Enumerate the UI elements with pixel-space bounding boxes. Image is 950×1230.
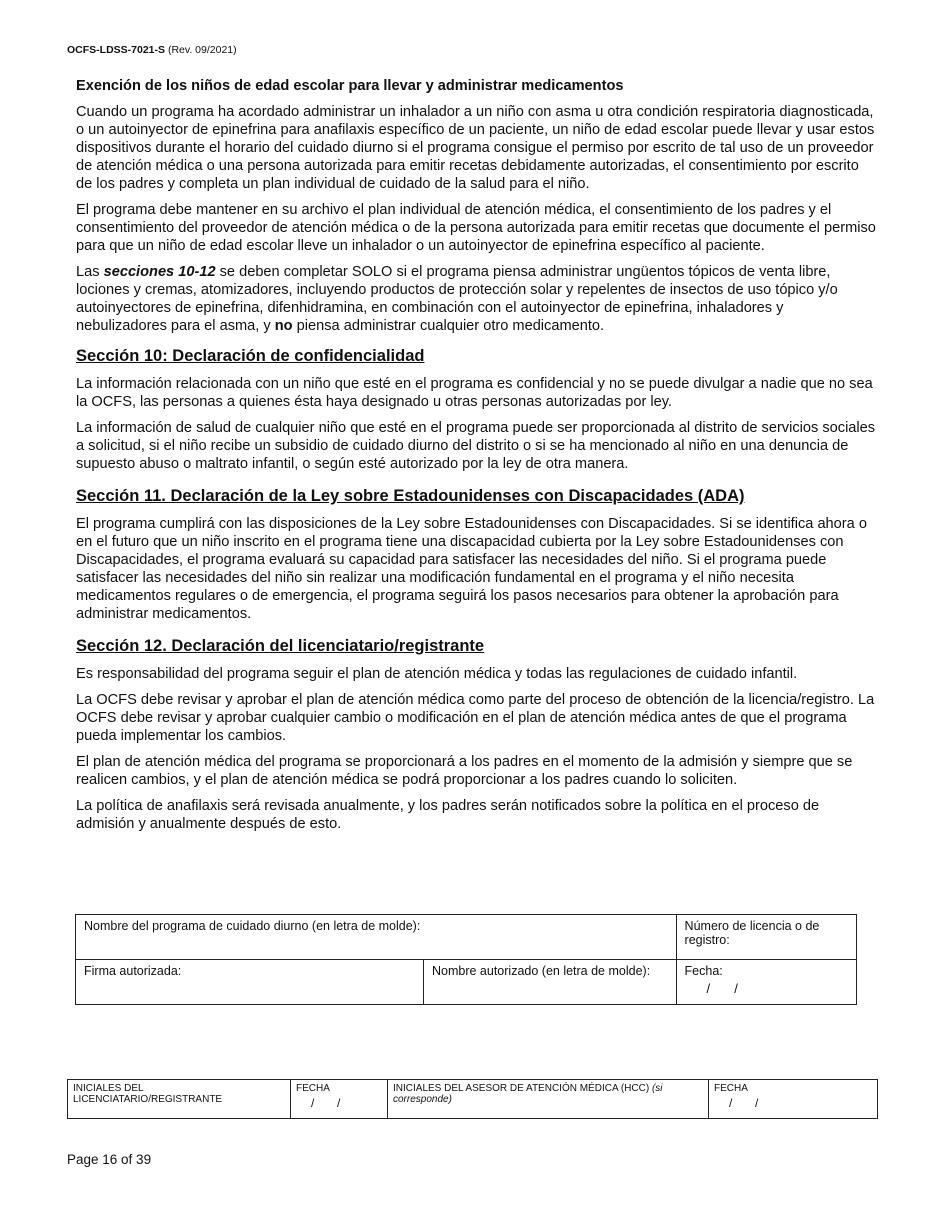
section-12-title: Sección 12. Declaración del licenciatario/registrante <box>76 637 485 655</box>
licensee-date-field[interactable] <box>291 1080 388 1119</box>
licensee-date-label: FECHA <box>296 1083 330 1094</box>
intro-p3-no: no <box>274 318 293 334</box>
page-number: Page 16 of 39 <box>67 1152 152 1167</box>
intro-paragraph-2: El programa debe mantener en su archivo el plan individual de atención médica, el consentimiento de los padres y el consentimiento del proveedor de atención médica o de la persona autorizada para emitir recetas que documente el permiso para que un niño de edad escolar lleve un inhalador o un autoinyector de epinefrina específico al paciente. <box>76 202 876 254</box>
section-10-paragraph-1: La información relacionada con un niño que esté en el programa es confidencial y no se puede divulgar a nadie que no sea la OCFS, las personas a quienes ésta haya designado u otras personas autorizadas por ley. <box>76 376 873 410</box>
signature-table <box>75 914 857 1005</box>
hcc-date-placeholder: / / <box>729 1096 760 1110</box>
form-id <box>67 44 237 56</box>
hcc-note: (si corresponde) <box>393 1083 663 1105</box>
hcc-initials-label: INICIALES DEL ASESOR DE ATENCIÓN MÉDICA (HCC) <box>393 1083 650 1094</box>
section-11-paragraph-1: El programa cumplirá con las disposiciones de la Ley sobre Estadounidenses con Discapacidades. Si se identifica ahora o en el futuro que un niño inscrito en el programa tiene una discapacidad cubierta por la Ley sobre Estadounidenses con Discapacidades, el programa evaluará su capacidad para satisfacer las necesidades del niño. Si el programa puede satisfacer las necesidades del niño sin realizar una modificación fundamental en el programa y el niño necesita medicamentos regulares o de emergencia, el programa seguirá los pasos necesarios para obtener la aprobación para administrar medicamentos. <box>76 516 867 622</box>
program-name-label: Nombre del programa de cuidado diurno (en letra de molde): <box>84 919 421 933</box>
intro-title: Exención de los niños de edad escolar para llevar y administrar medicamentos <box>76 78 624 94</box>
hcc-date-label: FECHA <box>714 1083 748 1094</box>
section-12-paragraph-4: La política de anafilaxis será revisada anualmente, y los padres serán notificados sobre la política en el proceso de admisión y anualmente después de esto. <box>76 798 820 832</box>
date-placeholder: / / <box>706 981 739 996</box>
section-12-paragraph-3: El plan de atención médica del programa se proporcionará a los padres en el momento de la admisión y siempre que se realicen cambios, y el plan de atención médica se podrá proporcionar a los padres cuando lo soliciten. <box>76 754 853 788</box>
section-11-title: Sección 11. Declaración de la Ley sobre Estadounidenses con Discapacidades (ADA) <box>76 487 745 505</box>
section-10-paragraph-2: La información de salud de cualquier niño que esté en el programa puede ser proporcionada al distrito de servicios sociales a solicitud, si el niño recibe un subsidio de cuidado diurno del distrito o si se ha mencionado al niño en una denuncia de supuesto abuso o maltrato infantil, o según esté autorizado por la ley de otra manera. <box>76 420 876 472</box>
hcc-date-field[interactable] <box>709 1080 878 1119</box>
intro-p3-c: se deben completar SOLO si el programa piensa administrar ungüentos tópicos de venta libre, lociones y cremas, atomizadores, incluyendo productos de protección solar y repelentes de insectos de uso tópico y/o autoinyectores de epinefrina, difenhidramina, en combinación con el autoinyector de epinefrina, inhaladores y nebulizadores para el asma, y <box>76 264 838 334</box>
intro-p3-a: Las <box>76 264 104 280</box>
document-body <box>76 77 876 841</box>
section-10-title: Sección 10: Declaración de confidencialidad <box>76 347 425 365</box>
license-number-field[interactable] <box>676 915 856 960</box>
authorized-name-field[interactable] <box>424 960 677 1005</box>
authorized-name-label: Nombre autorizado (en letra de molde): <box>432 964 651 978</box>
hcc-initials-field[interactable] <box>388 1080 709 1119</box>
form-revision: (Rev. 09/2021) <box>167 44 237 56</box>
form-code: OCFS-LDSS-7021-S <box>67 44 166 56</box>
licensee-initials-field[interactable] <box>68 1080 291 1119</box>
section-12-paragraph-2: La OCFS debe revisar y aprobar el plan de atención médica como parte del proceso de obtención de la licencia/registro. La OCFS debe revisar y aprobar cualquier cambio o modificación en el plan de atención médica antes de que el programa pueda implementar los cambios. <box>76 692 875 744</box>
section-12-paragraph-1: Es responsabilidad del programa seguir el plan de atención médica y todas las regulaciones de cuidado infantil. <box>76 666 798 682</box>
initials-table <box>67 1079 878 1119</box>
authorized-signature-label: Firma autorizada: <box>84 964 182 978</box>
date-field[interactable] <box>676 960 856 1005</box>
licensee-date-placeholder: / / <box>311 1096 342 1110</box>
date-label: Fecha: <box>684 964 723 978</box>
intro-p3-e: piensa administrar cualquier otro medicamento. <box>292 318 605 334</box>
authorized-signature-field[interactable] <box>76 960 424 1005</box>
license-number-label: Número de licencia o de registro: <box>684 919 820 947</box>
licensee-initials-label: INICIALES DEL LICENCIATARIO/REGISTRANTE <box>73 1083 223 1105</box>
intro-paragraph-3 <box>76 263 876 335</box>
intro-paragraph-1: Cuando un programa ha acordado administrar un inhalador a un niño con asma u otra condición respiratoria diagnosticada, o un autoinyector de epinefrina para anafilaxis específico de un paciente, un niño de edad escolar puede llevar y usar estos dispositivos durante el horario del cuidado diurno si el programa consigue el permiso por escrito de tal uso de un proveedor de atención médica o una persona autorizada para emitir recetas debidamente autorizadas, el consentimiento por escrito de los padres y completa un plan individual de cuidado de la salud para el niño. <box>76 104 875 192</box>
intro-p3-sections: secciones 10-12 <box>103 264 216 280</box>
program-name-field[interactable] <box>76 915 677 960</box>
